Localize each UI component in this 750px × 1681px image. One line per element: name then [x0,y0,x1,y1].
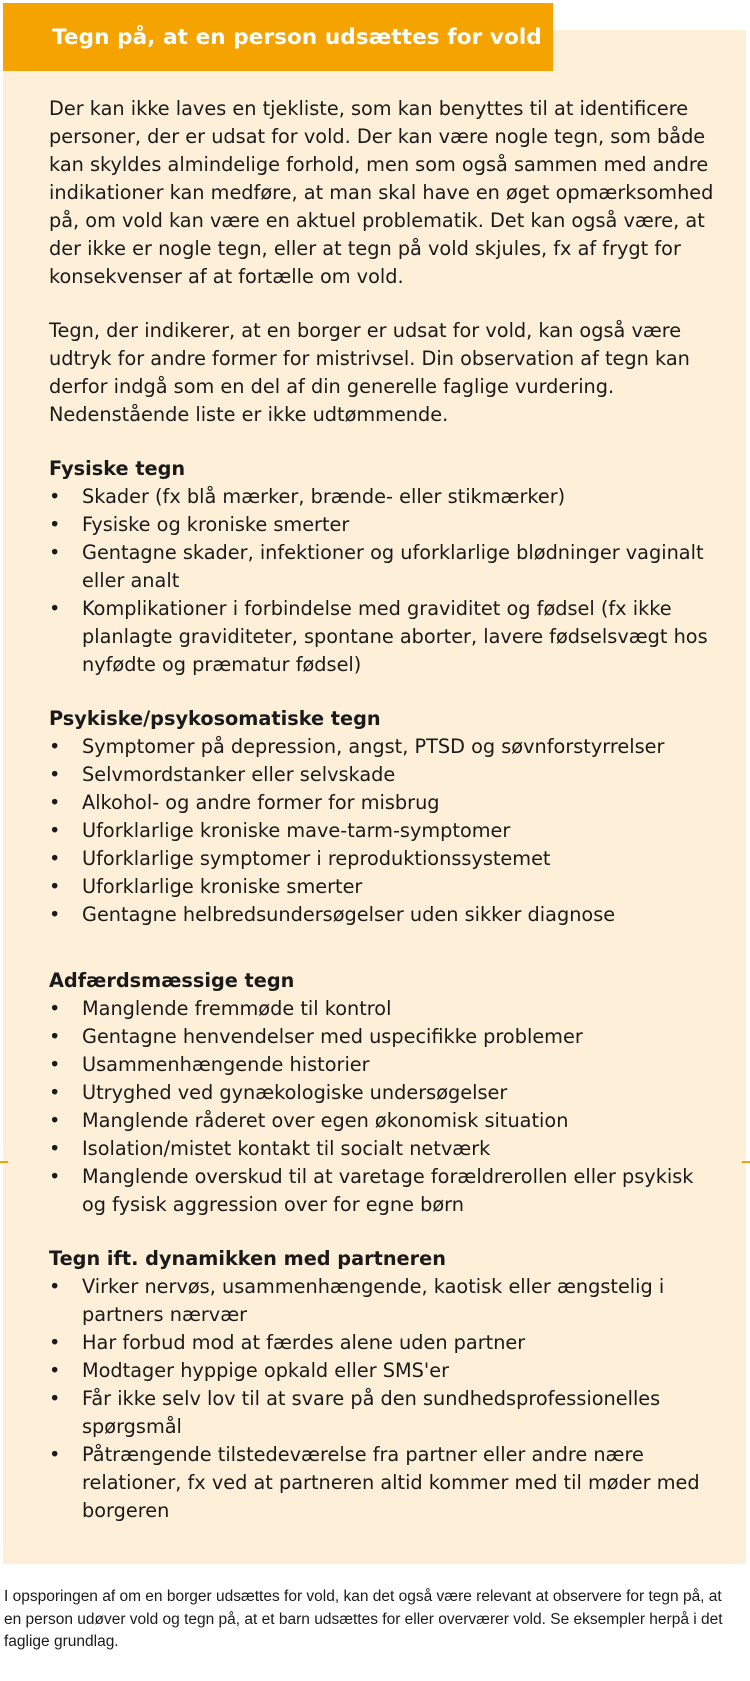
section-heading: Tegn ift. dynamikken med partneren [49,1247,446,1270]
left-edge-mark [0,1161,8,1163]
list-item: • Skader (fx blå mærker, brænde- eller stikmærker) [49,483,714,511]
right-edge-mark [742,1161,750,1163]
panel-content [49,95,714,1551]
sign-list [49,483,714,679]
sign-list [49,1273,714,1525]
footnote: I opsporingen af om en borger udsættes for vold, kan det også være relevant at observere for tegn på, at en person udøver vold og tegn på, at et barn udsættes for eller overværer vold. Se eksempler herpå i det faglige grundlag. [4,1588,723,1650]
list-item: • Komplikationer i forbindelse med graviditet og fødsel (fx ikke planlagte graviditeter, spontane aborter, lavere fødselsvægt hos nyfødte og præmatur fødsel) [49,595,714,679]
section-heading: Fysiske tegn [49,457,186,480]
sign-list [49,995,714,1219]
section-behavioral-signs [49,967,714,1219]
list-item: • Har forbud mod at færdes alene uden partner [49,1329,714,1357]
list-item: • Utryghed ved gynækologiske undersøgelser [49,1079,714,1107]
list-item: • Gentagne henvendelser med uspecifikke problemer [49,1023,714,1051]
intro-paragraph-2: Tegn, der indikerer, at en borger er udsat for vold, kan også være udtryk for andre former for mistrivsel. Din observation af tegn kan derfor indgå som en del af din generelle faglige vurdering. Nedenstående liste er ikke udtømmende. [49,319,690,426]
list-item: • Manglende råderet over egen økonomisk situation [49,1107,714,1135]
list-item: • Isolation/mistet kontakt til socialt netværk [49,1135,714,1163]
list-item: • Selvmordstanker eller selvskade [49,761,714,789]
page-title: Tegn på, at en person udsættes for vold [52,24,542,50]
section-partner-dynamics [49,1245,714,1525]
list-item: • Virker nervøs, usammenhængende, kaotisk eller ængstelig i partners nærvær [49,1273,714,1329]
list-item: • Manglende overskud til at varetage forældrerollen eller psykisk og fysisk aggression over for egne børn [49,1163,714,1219]
list-item: • Usammenhængende historier [49,1051,714,1079]
list-item: • Gentagne helbredsundersøgelser uden sikker diagnose [49,901,714,929]
list-item: • Gentagne skader, infektioner og uforklarlige blødninger vaginalt eller analt [49,539,714,595]
list-item: • Uforklarlige kroniske smerter [49,873,714,901]
list-item: • Påtrængende tilstedeværelse fra partner eller andre nære relationer, fx ved at partneren altid kommer med til møder med borgeren [49,1441,714,1525]
section-heading: Psykiske/psykosomatiske tegn [49,707,381,730]
list-item: • Uforklarlige kroniske mave-tarm-symptomer [49,817,714,845]
section-heading: Adfærdsmæssige tegn [49,969,295,992]
list-item: • Alkohol- og andre former for misbrug [49,789,714,817]
list-item: • Får ikke selv lov til at svare på den sundhedsprofessionelles spørgsmål [49,1385,714,1441]
section-psychological-signs [49,705,714,929]
list-item: • Symptomer på depression, angst, PTSD og søvnforstyrrelser [49,733,714,761]
intro-paragraph-1: Der kan ikke laves en tjekliste, som kan benyttes til at identificere personer, der er udsat for vold. Der kan være nogle tegn, som både kan skyldes almindelige forhold, men som også sammen med andre indikationer kan medføre, at man skal have en øget opmærksomhed på, om vold kan være en aktuel problematik. Det kan også være, at der ikke er nogle tegn, eller at tegn på vold skjules, fx af frygt for konsekvenser af at fortælle om vold. [49,97,714,288]
sign-list [49,733,714,929]
header-tab [3,3,553,71]
list-item: • Manglende fremmøde til kontrol [49,995,714,1023]
section-physical-signs [49,455,714,679]
list-item: • Modtager hyppige opkald eller SMS'er [49,1357,714,1385]
list-item: • Uforklarlige symptomer i reproduktionssystemet [49,845,714,873]
list-item: • Fysiske og kroniske smerter [49,511,714,539]
